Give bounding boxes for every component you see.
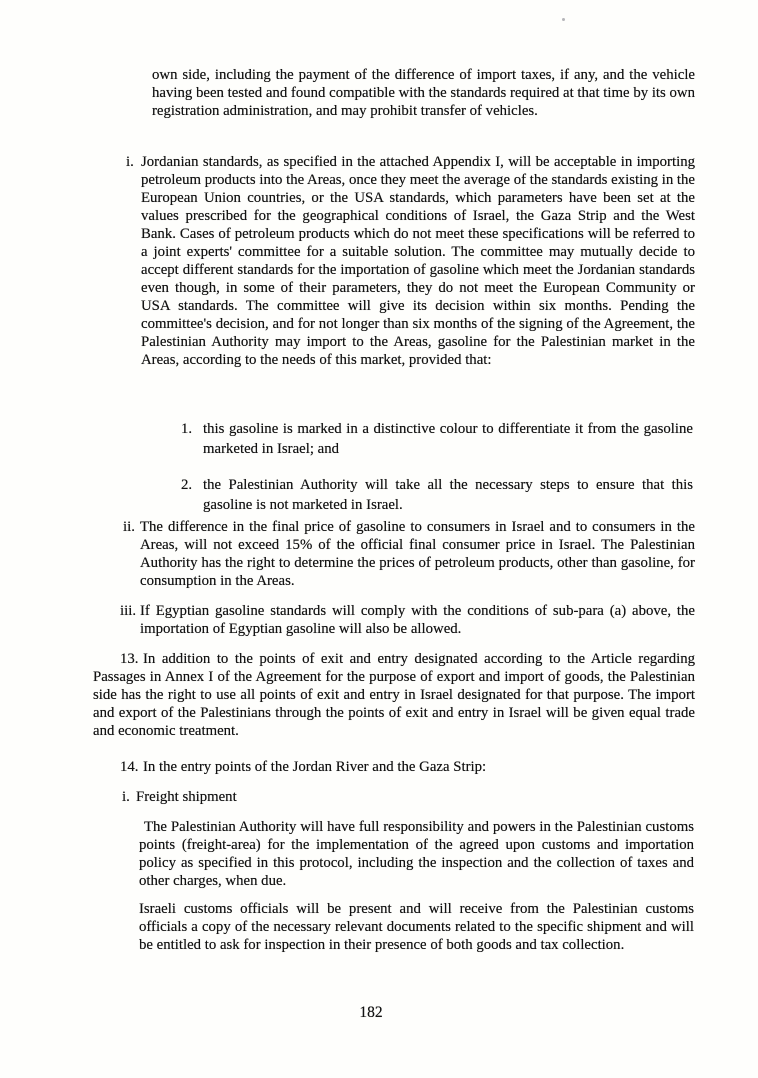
list-item-text: Jordanian standards, as specified in the attached Appendix I, will be acceptable in importing petroleum products into the Areas, once they meet the average of the standards existing in the European Union countries, or the USA standards, which parameters have been set at the values prescribed for the geographical conditions of Israel, the Gaza Strip and the West Bank. Cases of petroleum products which do not meet these specifications will be referred to a joint experts' committee for a suitable solution. The committee may mutually decide to accept different standards for the importation of gasoline which meet the Jordanian standards even though, in some of their parameters, they do not meet the European Community or USA standards. The committee will give its decision within six months. Pending the committee's decision, and for not longer than six months of the signing of the Agreement, the Palestinian Authority may import to the Areas, gasoline for the Palestinian market in the Areas, according to the needs of this market, provided that: (141, 154, 695, 368)
list-item-roman-ii-price-difference (123, 518, 695, 590)
list-marker-iii: iii. (120, 603, 137, 619)
list-marker-i: i. (122, 789, 130, 805)
list-item-text: Freight shipment (136, 789, 237, 805)
section-text: In the entry points of the Jordan River and the Gaza Strip: (143, 759, 487, 775)
list-marker-2: 2. (181, 477, 193, 493)
list-item-number-2-necessary-steps (181, 476, 693, 515)
paragraph-own-side (152, 66, 695, 120)
section-text: In addition to the points of exit and entry designated according to the Article regarding Passages in Annex I of the Agreement for the purpose of export and import of goods, the Palestinian side has the right to use all points of exit and entry in Israel designated for that purpose. The import and export of the Palestinians through the points of exit and entry in Israel will be given equal trade and economic treatment. (93, 651, 695, 739)
paragraph-israeli-customs-officials (139, 900, 694, 954)
list-marker-1: 1. (181, 421, 193, 437)
list-marker-i: i. (126, 154, 134, 170)
list-item-roman-i-jordanian-standards (126, 153, 695, 369)
paragraph-palestinian-customs-points (139, 818, 694, 890)
list-marker-ii: ii. (123, 519, 135, 535)
list-item-text: the Palestinian Authority will take all the necessary steps to ensure that this gasoline is not marketed in Israel. (203, 477, 693, 513)
page-number: 182 (359, 1004, 383, 1021)
list-item-text: If Egyptian gasoline standards will comply with the conditions of sub-para (a) above, the importation of Egyptian gasoline will also be allowed. (140, 603, 695, 637)
section-number-14: 14. (120, 759, 139, 775)
section-14-entry-points (93, 758, 695, 776)
section-13-points-of-exit-entry (93, 650, 695, 740)
list-item-text: The difference in the final price of gasoline to consumers in Israel and to consumers in the Areas, will not exceed 15% of the official final consumer price in Israel. The Palestinian Authority has the right to determine the prices of petroleum products, other than gasoline, for consumption in the Areas. (140, 519, 695, 589)
list-item-roman-iii-egyptian-gasoline (120, 602, 695, 638)
paragraph-text: own side, including the payment of the difference of import taxes, if any, and the vehicle having been tested and found compatible with the standards required at that time by its own registration administration, and may prohibit transfer of vehicles. (152, 67, 695, 119)
list-item-text: this gasoline is marked in a distinctive colour to differentiate it from the gasoline marketed in Israel; and (203, 421, 693, 457)
section-number-13: 13. (120, 651, 139, 667)
paragraph-text: The Palestinian Authority will have full responsibility and powers in the Palestinian customs points (freight-area) for the implementation of the agreed upon customs and importation policy as specified in this protocol, including the inspection and the collection of taxes and other charges, when due. (139, 819, 694, 889)
list-item-roman-i-freight-shipment (122, 788, 536, 806)
list-item-number-1-distinctive-colour (181, 420, 693, 459)
scan-artifact-dot (562, 18, 565, 21)
paragraph-text: Israeli customs officials will be present and will receive from the Palestinian customs officials a copy of the necessary relevant documents related to the specific shipment and will be entitled to ask for inspection in their presence of both goods and tax collection. (139, 901, 694, 953)
